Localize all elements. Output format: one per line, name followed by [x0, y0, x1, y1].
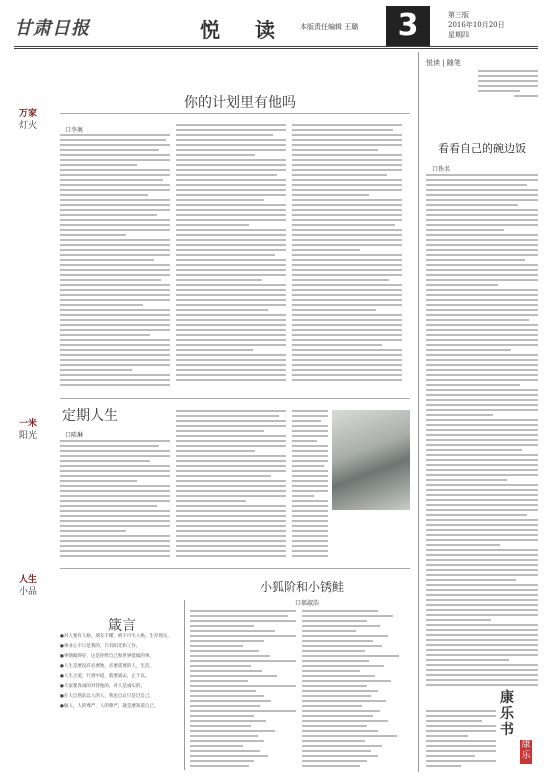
edition-info: [448, 10, 505, 40]
section-title: 人生: [18, 575, 37, 585]
article-column: [302, 610, 410, 770]
edition-line: 第三版: [448, 11, 469, 19]
article-title: 定期人生: [62, 408, 118, 424]
article-title: 看看自己的碗边饭: [438, 142, 526, 155]
section-label-yimi: [10, 418, 46, 442]
article-column: [292, 124, 402, 388]
list-item: ●事情做得好，这是你给自己和世界能做的事。: [60, 654, 154, 659]
article-column: [176, 410, 286, 560]
column-divider: [418, 52, 419, 772]
article-column: [426, 710, 496, 770]
section-rule: [60, 568, 410, 569]
edition-line: 2016年10月20日: [448, 21, 505, 29]
article-column: [426, 174, 538, 704]
article-photo: [332, 410, 410, 510]
article-rule: [60, 113, 410, 114]
bullet-list: [60, 632, 178, 712]
article-byline: 口郝淑浩: [295, 600, 320, 607]
newspaper-logo: 甘肃日报: [14, 18, 90, 39]
section-rule: [60, 398, 410, 399]
article-column: [60, 440, 170, 560]
article-title: 箴言: [108, 618, 136, 634]
section-subtitle: 小品: [18, 587, 37, 597]
section-title: 万家: [18, 109, 37, 119]
article-column: [60, 134, 170, 388]
page-number-badge: 3: [386, 6, 430, 46]
article-column: [176, 124, 286, 388]
right-column-header: 悦读 | 随笔: [426, 59, 461, 67]
section-label-wanjia: [10, 108, 46, 132]
author-note: [478, 70, 538, 116]
section-subtitle: 阳光: [18, 431, 37, 441]
list-item: ●做人，人的尊严，人的尊严，就是要知道自己。: [60, 704, 159, 709]
editor-credit: 本版责任编辑 王璐: [300, 23, 359, 31]
page-section-title: 悦 读: [200, 18, 289, 42]
article-column: [190, 610, 296, 770]
edition-line: 星期四: [448, 31, 469, 39]
list-item: ●事业心不只是我的，只有阳光和工作。: [60, 644, 141, 649]
list-item: ●大家要真诚的对待他的，对人是诚实的。: [60, 684, 145, 689]
list-item: ●对人要有人格，朋友不懂，被不可失人格，生存现实。: [60, 634, 172, 639]
list-item: ●人生是要没有必要地，必要需要的人，生活。: [60, 664, 154, 669]
article-column: [292, 410, 328, 560]
article-title: 你的计划里有他吗: [184, 95, 296, 111]
article-byline: 口李奥: [65, 127, 84, 134]
masthead-rule: [14, 46, 538, 47]
list-item: ●在大自然前以人的人，我也自认只是过自己。: [60, 694, 154, 699]
calligraphy-signature: 康乐书: [500, 690, 514, 738]
section-label-rensheng: [10, 574, 46, 598]
list-item: ●人生之道，行到中道，就要减去，止于以。: [60, 674, 150, 679]
section-subtitle: 灯火: [18, 121, 37, 131]
section-title: 一米: [18, 419, 37, 429]
masthead-rule: [14, 48, 538, 49]
column-divider: [184, 600, 185, 770]
right-article-heading: [426, 140, 538, 156]
article-title: 小狐阶和小锈鲑: [260, 580, 345, 594]
article-byline: 口陈琳: [65, 432, 84, 439]
article-byline: 口佚名: [432, 166, 451, 173]
seal-stamp: 康乐: [520, 740, 532, 764]
